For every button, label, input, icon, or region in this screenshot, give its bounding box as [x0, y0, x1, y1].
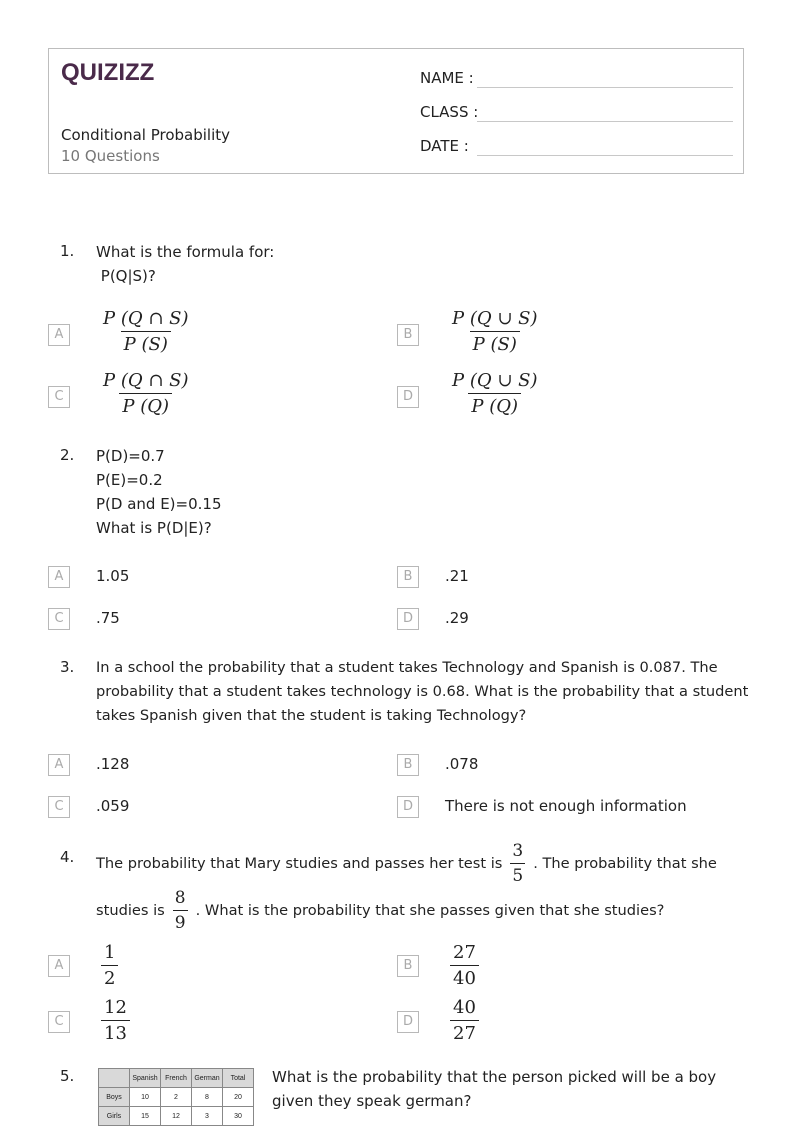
question-number: 4.	[60, 848, 75, 866]
table-cell: Total	[223, 1069, 254, 1088]
question-line: What is the probability that the person picked will be a boy	[272, 1068, 717, 1086]
fraction-denominator: 27	[450, 1020, 479, 1044]
fraction-numerator: P (Q ∪ S)	[452, 370, 538, 391]
option-text[interactable]: .059	[96, 797, 130, 815]
fraction-denominator: P (S)	[121, 331, 171, 355]
inline-fraction	[510, 841, 525, 886]
option-letter-c[interactable]: C	[48, 1011, 70, 1033]
question-line: P(E)=0.2	[96, 471, 163, 489]
option-letter-a[interactable]: A	[48, 324, 70, 346]
option-fraction[interactable]	[101, 997, 130, 1044]
option-letter-c[interactable]: C	[48, 796, 70, 818]
fraction-numerator: 8	[174, 887, 186, 908]
table-cell: 15	[130, 1107, 161, 1126]
class-line[interactable]	[477, 121, 733, 122]
question-number: 2.	[60, 446, 75, 464]
table-row	[99, 1088, 254, 1107]
question-line: probability that a student takes technology is 0.68. What is the probability that a student	[96, 683, 749, 700]
question-line: In a school the probability that a student takes Technology and Spanish is 0.087. The	[96, 659, 718, 676]
worksheet-title: Conditional Probability	[61, 126, 230, 144]
table-cell: 3	[192, 1107, 223, 1126]
question-text	[96, 240, 274, 288]
question-line: What is P(D|E)?	[96, 519, 212, 537]
option-fraction[interactable]	[100, 370, 192, 417]
question-count: 10 Questions	[61, 147, 160, 165]
fraction-numerator: 12	[104, 997, 127, 1018]
option-fraction[interactable]	[449, 308, 541, 355]
fraction-denominator: 2	[101, 965, 118, 989]
question-segment: . The probability that she	[533, 854, 717, 872]
question-line: What is the formula for:	[96, 243, 275, 261]
table-cell: 30	[223, 1107, 254, 1126]
class-label: CLASS :	[420, 103, 479, 121]
fraction-denominator: P (S)	[470, 331, 520, 355]
question-text	[96, 656, 748, 728]
inline-fraction	[173, 888, 188, 933]
option-fraction[interactable]	[101, 942, 118, 989]
fraction-numerator: 27	[453, 942, 476, 963]
name-line[interactable]	[477, 87, 733, 88]
option-letter-c[interactable]: C	[48, 386, 70, 408]
option-fraction[interactable]	[450, 942, 479, 989]
question-segment: The probability that Mary studies and passes her test is	[96, 854, 503, 872]
option-letter-a[interactable]: A	[48, 955, 70, 977]
option-letter-d[interactable]: D	[397, 386, 419, 408]
question-line: P(D and E)=0.15	[96, 495, 222, 513]
option-letter-b[interactable]: B	[397, 955, 419, 977]
option-text[interactable]: .078	[445, 755, 479, 773]
option-text[interactable]: .128	[96, 755, 130, 773]
question-line: given they speak german?	[272, 1092, 472, 1110]
option-text[interactable]: .75	[96, 609, 120, 627]
fraction-numerator: 1	[104, 942, 116, 963]
question-line: takes Spanish given that the student is taking Technology?	[96, 707, 527, 724]
option-letter-a[interactable]: A	[48, 754, 70, 776]
table-cell: 2	[161, 1088, 192, 1107]
question-number: 3.	[60, 658, 75, 676]
question-line	[96, 888, 717, 932]
question-number: 5.	[60, 1067, 75, 1085]
option-text[interactable]: There is not enough information	[445, 797, 687, 815]
fraction-denominator: 5	[510, 863, 525, 886]
option-letter-c[interactable]: C	[48, 608, 70, 630]
date-line[interactable]	[477, 155, 733, 156]
fraction-denominator: 13	[101, 1020, 130, 1044]
table-header-row	[99, 1069, 254, 1088]
table-cell: 12	[161, 1107, 192, 1126]
option-letter-b[interactable]: B	[397, 754, 419, 776]
fraction-denominator: 9	[173, 910, 188, 933]
table-cell: 10	[130, 1088, 161, 1107]
table-cell: 20	[223, 1088, 254, 1107]
table-cell: German	[192, 1069, 223, 1088]
question-text	[96, 838, 717, 932]
question-text	[96, 444, 222, 540]
option-letter-d[interactable]: D	[397, 608, 419, 630]
table-cell: Spanish	[130, 1069, 161, 1088]
date-label: DATE :	[420, 137, 469, 155]
question-segment: . What is the probability that she passes given that she studies?	[195, 901, 665, 919]
option-letter-d[interactable]: D	[397, 796, 419, 818]
question-line: P(D)=0.7	[96, 447, 165, 465]
question-line: P(Q|S)?	[96, 267, 156, 285]
table-cell: Girls	[99, 1107, 130, 1126]
fraction-numerator: P (Q ∩ S)	[103, 308, 189, 329]
question-segment: studies is	[96, 901, 165, 919]
option-fraction[interactable]	[450, 997, 479, 1044]
fraction-denominator: 40	[450, 965, 479, 989]
option-letter-b[interactable]: B	[397, 324, 419, 346]
fraction-numerator: 40	[453, 997, 476, 1018]
name-label: NAME :	[420, 69, 474, 87]
question-line	[96, 838, 717, 888]
fraction-numerator: P (Q ∩ S)	[103, 370, 189, 391]
question-text	[272, 1065, 716, 1113]
option-letter-b[interactable]: B	[397, 566, 419, 588]
table-cell: 8	[192, 1088, 223, 1107]
table-cell	[99, 1069, 130, 1088]
question-number: 1.	[60, 242, 75, 260]
fraction-numerator: 3	[512, 840, 524, 861]
quizizz-logo: QUIZIZZ	[61, 59, 155, 86]
fraction-denominator: P (Q)	[468, 393, 521, 417]
option-text[interactable]: 1.05	[96, 567, 130, 585]
language-table	[98, 1068, 254, 1126]
worksheet-header	[48, 48, 744, 174]
table-cell: French	[161, 1069, 192, 1088]
fraction-numerator: P (Q ∪ S)	[452, 308, 538, 329]
option-letter-a[interactable]: A	[48, 566, 70, 588]
option-fraction[interactable]	[100, 308, 192, 355]
option-fraction[interactable]	[449, 370, 541, 417]
option-letter-d[interactable]: D	[397, 1011, 419, 1033]
option-text[interactable]: .21	[445, 567, 469, 585]
option-text[interactable]: .29	[445, 609, 469, 627]
table-cell: Boys	[99, 1088, 130, 1107]
fraction-denominator: P (Q)	[119, 393, 172, 417]
